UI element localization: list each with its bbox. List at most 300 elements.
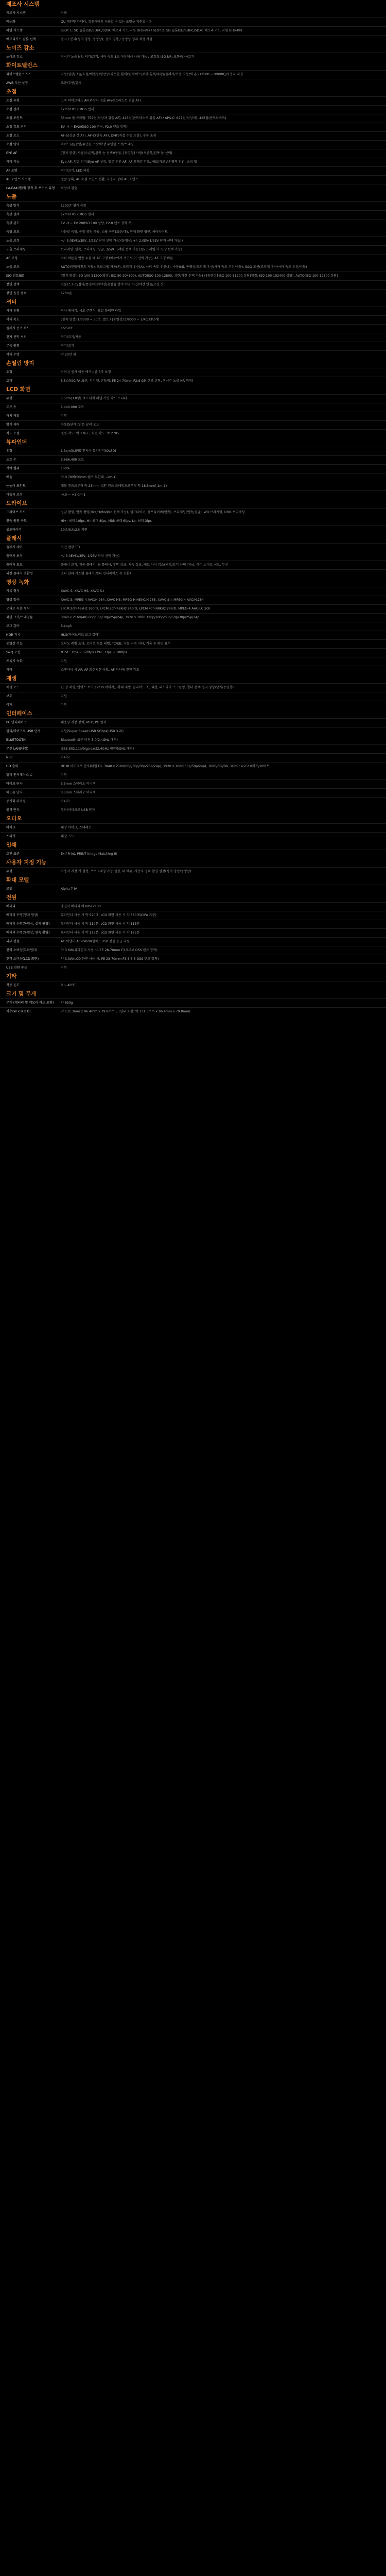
spec-section <box>0 88 386 193</box>
spec-row <box>0 105 386 114</box>
spec-value: 1/250초 <box>61 327 73 330</box>
spec-section <box>0 438 386 499</box>
spec-label: 노이즈 감소 <box>6 55 23 59</box>
spec-row <box>0 981 386 990</box>
spec-row <box>0 832 386 841</box>
spec-label: 초점 유형 <box>6 99 20 103</box>
spec-row <box>0 228 386 236</box>
spec-label: 무음 촬영 <box>6 344 20 348</box>
spec-label: 플래시 동조 속도 <box>6 327 30 330</box>
spec-section <box>0 709 386 815</box>
spec-value: 아니요 <box>61 800 70 803</box>
spec-section <box>0 193 386 298</box>
spec-section <box>0 61 386 88</box>
spec-row <box>0 552 386 561</box>
spec-label: 제조사 시스템 <box>6 11 26 15</box>
spec-label: 연속 촬영 속도 <box>6 519 27 523</box>
spec-row <box>0 394 386 403</box>
spec-row <box>0 377 386 385</box>
spec-label: 작동 온도 <box>6 984 20 987</box>
spec-row <box>0 166 386 175</box>
spec-row <box>0 333 386 342</box>
spec-value: 약 20만 회 <box>61 353 76 357</box>
spec-section <box>0 972 386 990</box>
spec-row <box>0 35 386 44</box>
spec-row <box>0 140 386 149</box>
spec-value: 사전 발광 TTL <box>61 546 81 549</box>
spec-value: [정지 영상] 1/8000 ~ 30초, 벌브 / [동영상] 1/8000 ~ 1/4(1/3단계) <box>61 318 160 321</box>
spec-row <box>0 701 386 709</box>
spec-row <box>0 648 386 657</box>
spec-row <box>0 149 386 158</box>
spec-row <box>0 123 386 131</box>
spec-label: 노출 모드 <box>6 265 20 269</box>
spec-label: 장면 옵션 범위 <box>6 292 27 295</box>
spec-label: NFC <box>6 756 13 759</box>
spec-value: 5.5스톱(CIPA 표준, 피치/요 흔들림, FE 24-70mm F2.8 GM 렌즈 장착, 장시간 노출 NR 꺼짐) <box>61 379 194 383</box>
spec-value: 소니 알파 시스템 플래시(멀티 인터페이스 슈 호환) <box>61 572 131 575</box>
spec-value: 켜기/끄기 <box>61 344 74 348</box>
spec-label: EYE AF <box>6 151 17 155</box>
spec-value: 스탠바이 시 AF, AF 트랜지션 속도, AF 피사체 전환 감도 <box>61 668 139 672</box>
spec-label: 마이크 단자 <box>6 782 23 786</box>
spec-label: 초점 감도 범위 <box>6 125 27 129</box>
spec-row <box>0 771 386 779</box>
spec-value: 고속 하이브리드 AF(위상차 검출 AF/콘트라스트 검출 AF) <box>61 99 141 103</box>
spec-row <box>0 79 386 88</box>
spec-label: 측광 방식 <box>6 204 20 208</box>
spec-value: 지원 <box>61 703 67 707</box>
spec-section <box>0 815 386 841</box>
spec-label: 배터리 수명(정지 영상) <box>6 913 39 917</box>
spec-label: 유형 <box>6 370 12 374</box>
spec-label: 삭제 <box>6 703 12 707</box>
spec-label: 노출 브라케팅 <box>6 248 26 251</box>
spec-row <box>0 657 386 666</box>
section-title: 인터페이스 <box>6 710 32 717</box>
spec-row <box>0 613 386 622</box>
spec-value: 약 3.3W(LCD 화면 사용 시, FE 28-70mm F3.5-5.6 OSS 렌즈 장착) <box>61 957 159 961</box>
spec-label: 셔터 유형 <box>6 309 20 313</box>
spec-label: 디옵터 조정 <box>6 493 23 497</box>
spec-value: 플래시 끄기, 자동 플래시, 필 플래시, 후막 싱크, 저속 싱크, 레드 아이 감소(켜기/끄기 선택 가능), 하이 스피드 싱크, 무선 <box>61 563 229 567</box>
spec-row <box>0 631 386 639</box>
spec-value: 약 131.3mm x 96.4mm x 79.8mm (그립부 포함: 약 131.3mm x 96.4mm x 79.8mm) <box>61 1010 190 1013</box>
spec-row <box>0 263 386 272</box>
spec-row <box>0 543 386 552</box>
spec-row <box>0 342 386 350</box>
spec-row <box>0 806 386 815</box>
spec-row <box>0 96 386 105</box>
spec-section <box>0 359 386 385</box>
spec-value: SLOT 1: SD 슬롯(SD/SDHC/SDXC 메모리 카드 지원 UHS-I/II) / SLOT 2: SD 슬롯(SD/SDHC/SDXC 메모리 카드 지원 UHS-I/II) <box>61 29 242 32</box>
spec-row <box>0 963 386 972</box>
section-title: LCD 화면 <box>6 386 31 393</box>
spec-value: 약 0.78배(50mm 렌즈 무한대, -1m-1) <box>61 476 117 479</box>
spec-row <box>0 902 386 911</box>
spec-value: 지원 <box>61 966 67 970</box>
spec-value: AF-S(싱글 샷 AF), AF-C(연속 AF), DMF(직접 수동 초점), 수동 초점 <box>61 134 156 138</box>
spec-label: 메뉴화 <box>6 20 15 24</box>
spec-label: 파일 시스템 <box>6 29 23 32</box>
section-title: 초점 <box>6 89 17 95</box>
spec-row <box>0 569 386 578</box>
spec-section <box>0 499 386 534</box>
spec-section <box>0 841 386 858</box>
spec-label: 로그 감마 <box>6 624 20 628</box>
section-title: 드라이브 <box>6 500 27 506</box>
spec-row <box>0 18 386 26</box>
spec-value: 이용 <box>61 11 67 15</box>
spec-row <box>0 779 386 788</box>
spec-value: 대물 렌즈로부터 약 23mm, 접안 렌즈 프레임으로부터 약 18.5mm(-1m-1) <box>61 484 167 488</box>
spec-label: 초점 센서 <box>6 108 20 111</box>
spec-label: 셀프타이머 <box>6 528 22 532</box>
spec-value: 오디오 레벨 표시, 오디오 녹음 레벨, TC/UB, 자동 저속 셔터, 기록 중 화면 표시 <box>61 642 171 646</box>
spec-row <box>0 762 386 771</box>
spec-value: 10초/5초/2초 지연 <box>61 528 87 532</box>
spec-value: 싱글 촬영, 연속 촬영(Hi+/Hi/Mid/Lo 선택 가능), 셀프타이머, 셀프타이머(연속), 브라케팅(연속/싱글), WB 브라케팅, DRO 브라케팅 <box>61 511 245 514</box>
spec-label: 측광 센서 <box>6 213 20 216</box>
spec-value: 이미지 센서 이동 메커니즘 5축 보정 <box>61 370 111 374</box>
spec-section <box>0 893 386 972</box>
spec-row <box>0 622 386 631</box>
spec-label: PC 인터페이스 <box>6 721 27 724</box>
section-title: 기타 <box>6 973 17 979</box>
spec-label: 눈높이 포인트 <box>6 484 26 488</box>
spec-label: HD 출력 <box>6 765 19 768</box>
section-title: 사용자 지정 기능 <box>6 859 47 866</box>
spec-row <box>0 683 386 692</box>
spec-label: 드라이브 모드 <box>6 511 26 514</box>
spec-label: S&Q 모션 <box>6 651 21 654</box>
spec-label: 측광 감도 <box>6 222 20 225</box>
spec-row <box>0 526 386 534</box>
spec-section <box>0 674 386 709</box>
spec-value: HDMI 마이크로 단자(타입 D), 3840 x 2160(60p/50p/30p/25p/24p), 1920 x 1080(60p/50p/24p), 1080/60i/50i, YCbCr 4:2:2 8비트/10비트 <box>61 765 270 768</box>
spec-label: 배터리 수명(동영상, 실제 촬영) <box>6 922 50 926</box>
spec-value: QU 메인및 카메라, 컴퓨터에서 사용할 수 있는 포맷을 지원합니다. <box>61 20 153 24</box>
spec-row <box>0 307 386 315</box>
spec-label: AWB 우선 설정 <box>6 81 28 85</box>
spec-value: LPCM 2ch(48kHz 16bit), LPCM 2ch(48kHz 24bit), LPCM 4ch(48kHz 24bit), MPEG-4 AAC-LC 2ch <box>61 607 210 611</box>
spec-label: 전력 소비량(뷰파인더) <box>6 948 38 952</box>
spec-label: 프록시 녹화 <box>6 659 23 663</box>
section-title: 전원 <box>6 894 17 901</box>
spec-value: EV -4 ~ EV20(ISO 100 환산, F2.0 렌즈 장착) <box>61 125 128 129</box>
spec-row <box>0 280 386 289</box>
spec-value: 3.5mm 스테레오 미니잭 <box>61 791 96 794</box>
spec-row <box>0 289 386 298</box>
spec-row <box>0 447 386 455</box>
section-title: 오디오 <box>6 816 22 822</box>
spec-label: HDR 기록 <box>6 633 21 637</box>
spec-row <box>0 955 386 963</box>
spec-value: [정지 영상] ISO 100-51200(확장: ISO 50-204800), AUTO(ISO 100-12800, 상한/하한 선택 가능) / [동영상] ISO 100-51200 상당(확장: ISO 100-102400 상당), AUTO(ISO 100-12800 상당) <box>61 274 338 278</box>
spec-value: 셔터 버튼을 반쯤 누를 때 AE 고정 (메뉴에서 켜기/끄기 선택 가능), AE 고정 버튼 <box>61 257 173 260</box>
spec-row <box>0 508 386 517</box>
spec-row <box>0 473 386 482</box>
spec-label: 스피커 <box>6 835 15 838</box>
spec-value: XAVC S: MPEG-4 AVC/H.264, XAVC HS: MPEG-H HEVC/H.265, XAVC S-I: MPEG-4 AVC/H.264 <box>61 598 204 602</box>
spec-value: 열림 각도: 약 176도, 회전 각도: 약 270도 <box>61 432 120 435</box>
spec-row <box>0 403 386 412</box>
spec-label: 보호 <box>6 694 12 698</box>
spec-value: 동시 / 분리(정지 영상, 동영상), 정지 영상 / 동영상 정리 재생 지원 <box>61 38 153 41</box>
spec-row <box>0 911 386 920</box>
spec-label: 멀티/마이크로 USB 단자 <box>6 730 41 733</box>
spec-value: -4.0 ~ +3.0m-1 <box>61 493 86 497</box>
spec-row <box>0 53 386 61</box>
spec-value: 브라케팅: 연속, 브라케팅: 싱글, 3/5/9 프레임 선택 가능(3/5 프레임 시 3EV 선택 가능) <box>61 248 182 251</box>
spec-label: 측광 모드 <box>6 230 20 234</box>
spec-value: 켜기/끄기, LED 타입 <box>61 169 90 173</box>
spec-value: 7.5cm(3.0형) TFT 터치 패널 가변 각도 모니터 <box>61 397 127 400</box>
spec-row <box>0 604 386 613</box>
spec-value: +/-3.0EV(1/3EV, 1/2EV 단위 선택 가능) <box>61 554 120 558</box>
spec-value: AUTO(인텔리전트 자동), 프로그램 자동(P), 조리개 우선(A), 셔터 속도 우선(S), 수동(M), 동영상(조리개 우선/셔터 속도 우선/수동), S&Q 모션(조리개 우선/셔터 속도 우선/수동) <box>61 265 307 269</box>
spec-row <box>0 946 386 955</box>
spec-row <box>0 368 386 377</box>
spec-value: 100% <box>61 467 70 470</box>
spec-row <box>0 823 386 832</box>
spec-row <box>0 245 386 254</box>
spec-label: 유형 <box>6 870 12 873</box>
spec-row <box>0 131 386 140</box>
spec-value: [정지 영상] 사람(오른쪽/왼쪽 눈 선택)/동물, [동영상] 사람(오른쪽/왼쪽 눈 선택) <box>61 151 172 155</box>
spec-row <box>0 744 386 753</box>
spec-row <box>0 70 386 79</box>
spec-label: AF 포인트 시스템 <box>6 178 31 181</box>
section-title: 손떨림 방지 <box>6 360 34 366</box>
section-title: 셔터 <box>6 299 17 305</box>
spec-label: 원격 단자 <box>6 808 20 812</box>
spec-row <box>0 455 386 464</box>
spec-row <box>0 272 386 280</box>
spec-value: 1.3cm(0.5형) 전자식 뷰파인더(OLED) <box>61 449 116 453</box>
spec-row <box>0 867 386 876</box>
spec-row <box>0 561 386 569</box>
spec-value: Exmor RS CMOS 센서 <box>61 213 94 216</box>
spec-row <box>0 201 386 210</box>
spec-row <box>0 596 386 604</box>
spec-label: 무게 (배터리 및 메모리 카드 포함) <box>6 1001 54 1005</box>
spec-value: Bluetooth 표준 버전 5.0(2.4GHz 대역) <box>61 738 118 742</box>
spec-section <box>0 876 386 893</box>
spec-label: 초점 영역 <box>6 143 20 146</box>
spec-label: 셔터 수명 <box>6 353 20 357</box>
spec-value: Alpha 7 IV <box>61 887 77 891</box>
spec-row <box>0 753 386 762</box>
spec-section <box>0 858 386 876</box>
spec-label: 전력 소비량(LCD 화면) <box>6 957 39 961</box>
spec-value: 뷰파인더 사용 시 약 110분, LCD 화면 사용 시 약 115분 <box>61 922 140 926</box>
spec-row <box>0 692 386 701</box>
spec-value: 0 ~ 40°C <box>61 984 76 987</box>
spec-row <box>0 350 386 359</box>
spec-row <box>0 184 386 193</box>
spec-value: Exif Print, PRINT Image Matching III <box>61 852 117 856</box>
spec-row <box>0 718 386 727</box>
spec-row <box>0 885 386 893</box>
spec-row <box>0 315 386 324</box>
section-title: 노이즈 감소 <box>6 45 34 51</box>
spec-label: 전자 선막 셔터 <box>6 335 27 339</box>
spec-label: 플래시 보정 <box>6 554 23 558</box>
spec-row <box>0 412 386 420</box>
spec-label: USB 전원 공급 <box>6 966 27 970</box>
spec-section <box>0 534 386 578</box>
spec-label: 유형 <box>6 449 12 453</box>
spec-label: 메모리카드 슬롯 선택 <box>6 38 36 41</box>
spec-value: 1200존 <box>61 292 72 295</box>
spec-label: 셔터 속도 <box>6 318 20 321</box>
spec-row <box>0 490 386 499</box>
spec-label: 각도 조절 <box>6 432 20 435</box>
spec-value: 지원 <box>61 414 67 418</box>
spec-row <box>0 210 386 219</box>
section-title: 확대 모델 <box>6 877 29 883</box>
spec-row <box>0 666 386 674</box>
spec-section <box>0 298 386 359</box>
section-title: 크기 및 무게 <box>6 991 37 997</box>
spec-value: 전자 제어식, 세로 주행식, 포컬 플레인 타입 <box>61 309 121 313</box>
spec-value: Hi+: 최대 10fps, Hi: 최대 8fps, Mid: 최대 6fps, Lo: 최대 3fps <box>61 519 152 523</box>
spec-row <box>0 639 386 648</box>
section-title: 재생 <box>6 675 17 682</box>
spec-label: BLUETOOTH <box>6 738 26 742</box>
spec-label: 호환 표준 <box>6 852 20 856</box>
spec-row <box>0 429 386 438</box>
spec-section <box>0 0 386 44</box>
spec-value: 장시간 노출 NR: 켜기/끄기, 셔터 속도 1초 이상에서 사용 가능 / 고감도 ISO NR: 보통/낮음/끄기 <box>61 55 195 59</box>
spec-value: Eye AF, 얼굴 감지/Eye AF 설정, 얼굴 우선 AF, AF 트래킹 감도, 세로/가로 AF 영역 전환, 초점 맵 <box>61 160 197 164</box>
section-title: 뷰파인더 <box>6 439 27 445</box>
spec-section <box>0 385 386 438</box>
spec-value: HLG(하이브리드 로그 감마) <box>61 633 100 637</box>
spec-label: 화면 크기/프레임률 <box>6 616 33 619</box>
spec-label: 밝기 제어 <box>6 423 20 427</box>
spec-label: 기타 <box>6 668 12 672</box>
spec-value: 3.5mm 스테레오 미니잭 <box>61 782 96 786</box>
spec-row <box>0 1007 386 1016</box>
spec-value: 와이드/존/중앙/유연한 스팟/확장 유연한 스팟/트래킹 <box>61 143 134 146</box>
section-title: 영상 녹화 <box>6 579 29 585</box>
spec-value: 대용량 저장 장치, MTP, PC 원격 <box>61 721 107 724</box>
spec-label: 배터리 <box>6 905 15 908</box>
spec-value: 자동/일광/그늘/흐림/백열등/형광등(따뜻한 흰색/쿨 화이트/주광 흰색/주광)/플래시/수중 자동/색 온도(2500 ~ 9900K)/사용자 지정 <box>61 73 243 76</box>
spec-label: 터치 패널 <box>6 414 20 418</box>
spec-label: 장면 선택 <box>6 283 20 286</box>
spec-label: 초점 포인트 <box>6 116 23 120</box>
spec-row <box>0 797 386 806</box>
spec-value: Exmor RS CMOS 센서 <box>61 108 94 111</box>
section-title: 화이트밸런스 <box>6 62 38 69</box>
spec-label: AF 조명 <box>6 169 17 173</box>
spec-value: 지원(Super Speed USB 5Gbps(USB 3.2)) <box>61 730 124 733</box>
spec-value: 다분할 측광, 중앙 중점 측광, 스팟 측광(표준/대), 전체 화면 평균, 하이라이트 <box>61 230 168 234</box>
spec-label: LA-EA4(별매) 장착 후 포커스 유형 <box>6 187 55 190</box>
spec-label: AE 고정 <box>6 257 18 260</box>
spec-label: 영상 압축 <box>6 598 20 602</box>
spec-row <box>0 236 386 245</box>
spec-label: 시야 범위 <box>6 467 20 470</box>
spec-label: ISO 감도(EI) <box>6 274 25 278</box>
spec-label: 플래시 모드 <box>6 563 23 567</box>
spec-label: 기타 기능 <box>6 160 20 164</box>
spec-value: 3840 x 2160(4K) 60p/50p/30p/25p/24p, 1920 x 1080 120p/100p/60p/50p/30p/25p/24p <box>61 616 200 619</box>
spec-value: 수동(5단계)/맑은 날씨 모드 <box>61 423 99 427</box>
spec-label: 도트 수 <box>6 405 16 409</box>
spec-row <box>0 998 386 1007</box>
spec-label: 멀티 인터페이스 슈 <box>6 773 33 777</box>
spec-section <box>0 578 386 674</box>
spec-value: XAVC S, XAVC HS, XAVC S-I <box>61 589 104 593</box>
spec-row <box>0 175 386 184</box>
section-title: 인쇄 <box>6 842 17 848</box>
spec-row <box>0 26 386 35</box>
spec-value: 멀티/마이크로 USB 단자 <box>61 808 95 812</box>
spec-value: 아니요 <box>61 756 70 759</box>
spec-row <box>0 464 386 473</box>
spec-value: 위상차 검출 <box>61 187 77 190</box>
spec-value: IEEE 802.11a/b/g/n/ac(2.4GHz 대역/5GHz 대역) <box>61 747 134 751</box>
spec-value: AC 어댑터 AC-PW20(별매), USB 전원 공급 지원 <box>61 940 130 943</box>
spec-row <box>0 219 386 228</box>
spec-label: 동영상 기능 <box>6 642 23 646</box>
spec-value: 표준/주변/흰색 <box>61 81 82 85</box>
spec-row <box>0 850 386 858</box>
spec-label: 오디오 녹음 형식 <box>6 607 30 611</box>
spec-row <box>0 587 386 596</box>
spec-value: NTSC: 1fps ~ 120fps / PAL: 1fps ~ 100fps <box>61 651 127 654</box>
spec-label: 외장 플래시 호환성 <box>6 572 33 575</box>
spec-row <box>0 114 386 123</box>
spec-value: 1200존 평가 측광 <box>61 204 86 208</box>
spec-value: 내장, 모노 <box>61 835 75 838</box>
spec-row <box>0 9 386 18</box>
spec-value: 지원 <box>61 773 67 777</box>
spec-value: 켜기/끄기/자동 <box>61 335 82 339</box>
spec-value: 인물/스포츠/접사/풍경/석양/야경/손떨림 방지 야경 사진/야간 인물/모션 샷 <box>61 283 164 286</box>
spec-row <box>0 937 386 946</box>
spec-label: 도트 수 <box>6 458 16 462</box>
spec-value: 약 3.6W(뷰파인더 사용 시, FE 28-70mm F3.5-5.6 OSS 렌즈 장착) <box>61 948 157 952</box>
spec-value: 충전식 배터리 팩 NP-FZ100 <box>61 905 101 908</box>
spec-label: 화이트밸런스 모드 <box>6 73 32 76</box>
spec-row <box>0 158 386 166</box>
section-title: 노출 <box>6 194 17 200</box>
spec-label: 플래시 제어 <box>6 546 23 549</box>
spec-value: S-Log3 <box>61 624 72 628</box>
spec-row <box>0 324 386 333</box>
spec-label: 동기화 터미널 <box>6 800 26 803</box>
spec-label: 재생 모드 <box>6 686 20 689</box>
spec-label: 효과 <box>6 379 12 383</box>
spec-label: 헤드폰 단자 <box>6 791 23 794</box>
spec-row <box>0 928 386 937</box>
spec-value: +/- 5.0EV(1/3EV, 1/2EV 단위 선택 가능)(동영상: +/- 2.0EV(1/3EV 단위 선택 가능)) <box>61 239 183 243</box>
spec-value: 1,440,000 도트 <box>61 405 84 409</box>
spec-row <box>0 736 386 744</box>
spec-row <box>0 254 386 263</box>
spec-value: 한 장 재생, 인덱스 보기(12/30 이미지), 확대 재생, 슬라이드 쇼, 회전, 파노라마 스크롤링, 폴더 선택(정지 영상/날짜/동영상) <box>61 686 234 689</box>
spec-row <box>0 517 386 526</box>
spec-value: 약 659g <box>61 1001 73 1005</box>
spec-value: 35mm 풀 프레임: 759점(위상차 검출 AF), 425점(콘트라스트 검출 AF) / APS-C: 627점(위상차), 425점(콘트라스트) <box>61 116 226 120</box>
spec-value: 얼굴 등록, AF 초점 포인트 전환, 사용자 정의 AF 포인트 <box>61 178 138 181</box>
section-title: 제조사 시스템 <box>6 1 40 7</box>
